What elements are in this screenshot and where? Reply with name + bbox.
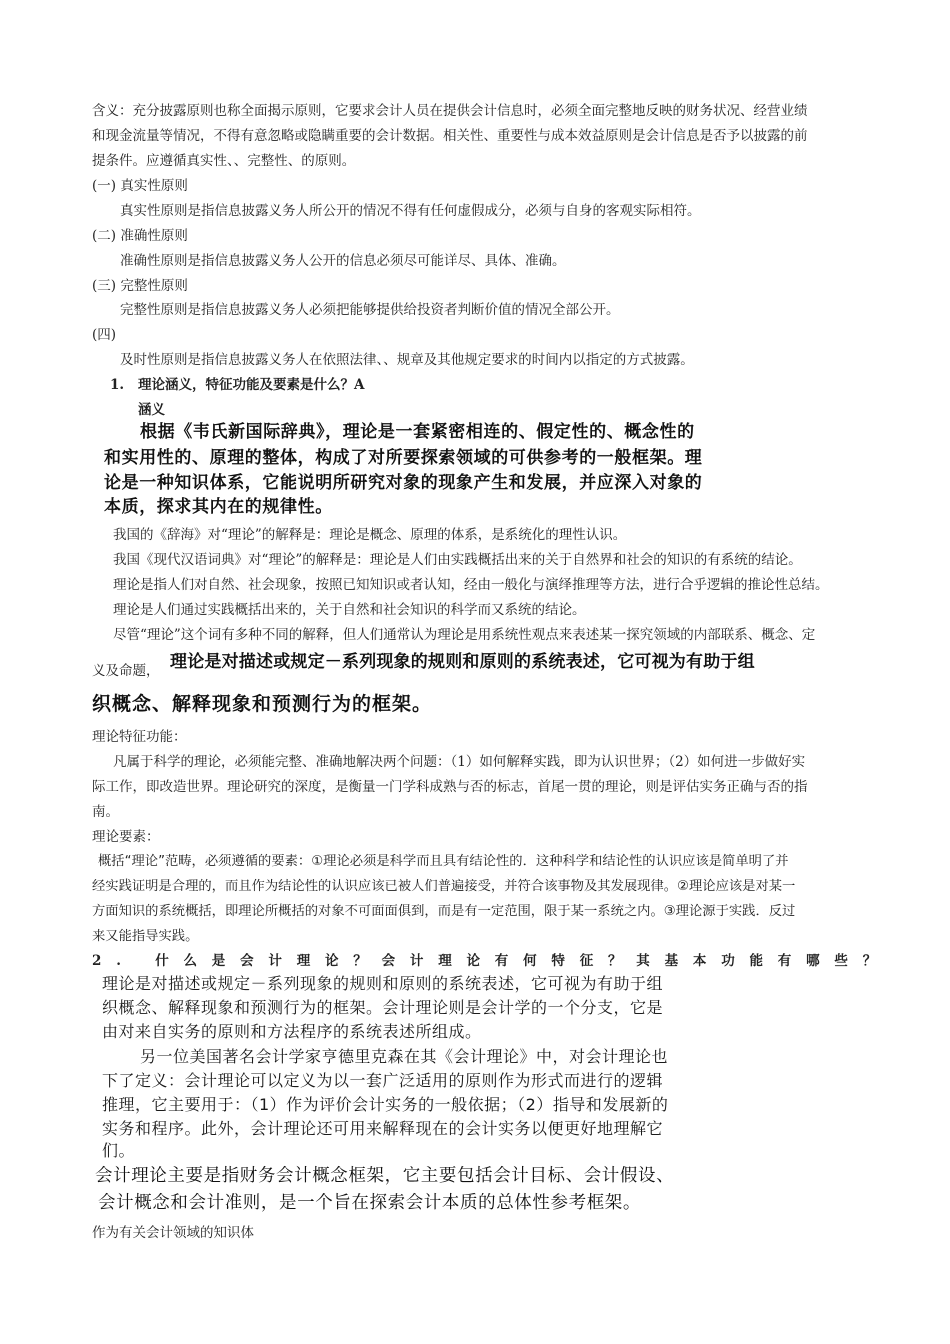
scanned-text-line: 论是一种知识体系，它能说明所研究对象的现象产生和发展，并应深入对象的 xyxy=(104,473,703,493)
principle-heading-4: (四) xyxy=(92,327,117,343)
definition-line: 尽管“理论”这个词有多种不同的解释，但人们通常认为理论是用系统性观点来表述某一探究领域的内部联系、概念、定 xyxy=(113,627,816,643)
definition-line: 我国《现代汉语词典》对“理论”的解释是：理论是人们由实践概括出来的关于自然界和社会的知识的有系统的结论。 xyxy=(113,552,802,568)
scanned-text-line: 会计理论主要是指财务会计概念框架，它主要包括会计目标、会计假设、 xyxy=(95,1166,675,1186)
element-line: 方面知识的系统概括，即理论所概括的对象不可面面俱到，而是有一定范围，限于某一系统之内。③理论源于实践．反过 xyxy=(92,904,796,919)
element-label: 理论要素： xyxy=(92,829,160,845)
scanned-text-line: 下了定义：会计理论可以定义为以一套广泛适用的原则作为形式而进行的逻辑 xyxy=(102,1071,664,1090)
scanned-text-line: 织概念、解释现象和预测行为的框架。 xyxy=(92,693,433,715)
definition-prefix: 义及命题， xyxy=(92,663,160,679)
feature-line: 凡属于科学的理论，必须能完整、准确地解决两个问题：（1）如何解释实践，即为认识世界；（2）如何进一步做好实 xyxy=(113,754,806,770)
principle-text-4: 及时性原则是指信息披露义务人在依照法律、、规章及其他规定要求的时间内以指定的方式披露。 xyxy=(120,352,694,368)
definition-line: 理论是指人们对自然、社会现象，按照已知知识或者认知，经由一般化与演绎推理等方法，进行合乎逻辑的推论性总结。 xyxy=(113,577,829,593)
definition-line: 我国的《辞海》对“理论”的解释是：理论是概念、原理的体系，是系统化的理性认识。 xyxy=(113,527,627,543)
feature-line: 际工作，即改造世界。理论研究的深度，是衡量一门学科成熟与否的标志，首尾一贯的理论，则是评估实务正确与否的指 xyxy=(92,779,808,795)
scanned-text-line: 和实用性的、原理的整体，构成了对所要探索领域的可供参考的一般框架。理 xyxy=(104,448,703,468)
scanned-text-line: 织概念、解释现象和预测行为的框架。会计理论则是会计学的一个分支，它是 xyxy=(102,998,664,1017)
scanned-text-line: 根据《韦氏新国际辞典》，理论是一套紧密相连的、假定性的、概念性的 xyxy=(140,422,695,442)
question-number: 1. xyxy=(110,377,125,393)
principle-text-2: 准确性原则是指信息披露义务人公开的信息必须尽可能详尽、具体、准确。 xyxy=(120,253,566,269)
meaning-label: 涵义 xyxy=(138,402,165,418)
scanned-text-line: 本质，探求其内在的规律性。 xyxy=(104,497,333,517)
feature-line: 南。 xyxy=(92,804,119,820)
scanned-text-line: 会计概念和会计准则，是一个旨在探索会计本质的总体性参考框架。 xyxy=(98,1193,641,1213)
feature-label: 理论特征功能： xyxy=(92,729,187,745)
intro-line: 提条件。应遵循真实性、、完整性、的原则。 xyxy=(92,153,356,169)
element-line: 概括“理论”范畴，必须遵循的要素：①理论必须是科学而且具有结论性的．这种科学和结论性的认识应该是简单明了并 xyxy=(98,854,789,869)
question-title: 理论涵义，特征功能及要素是什么？A xyxy=(138,377,365,393)
principle-text-3: 完整性原则是指信息披露义务人必须把能够提供给投资者判断价值的情况全部公开。 xyxy=(120,302,620,318)
element-line: 来又能指导实践。 xyxy=(92,929,199,944)
question-2-title: 2. 什么是会计理论？会计理论有何特征？其基本功能有哪些？ xyxy=(92,953,891,969)
scanned-text-line: 由对来自实务的原则和方法程序的系统表述所组成。 xyxy=(102,1022,482,1041)
principle-heading-1: (一) 真实性原则 xyxy=(92,178,188,194)
scanned-text-line: 实务和程序。此外，会计理论还可用来解释现在的会计实务以便更好地理解它 xyxy=(102,1119,664,1138)
intro-line: 和现金流量等情况，不得有意忽略或隐瞒重要的会计数据。相关性、重要性与成本效益原则是会计信息是否予以披露的前 xyxy=(92,128,808,144)
principle-heading-3: (三) 完整性原则 xyxy=(92,278,188,294)
scanned-text-line: 推理，它主要用于：（1）作为评价会计实务的一般依据；（2）指导和发展新的 xyxy=(102,1095,669,1114)
definition-line: 理论是人们通过实践概括出来的，关于自然和社会知识的科学而又系统的结论。 xyxy=(113,602,586,618)
scanned-text-line: 理论是对描述或规定－系列现象的规则和原则的系统表述，它可视为有助于组 xyxy=(102,974,664,993)
principle-heading-2: (二) 准确性原则 xyxy=(92,228,188,244)
intro-line: 含义：充分披露原则也称全面揭示原则，它要求会计人员在提供会计信息时，必须全面完整地反映的财务状况、经营业绩 xyxy=(92,103,808,119)
scanned-text-line: 们。 xyxy=(102,1141,136,1160)
footer-line: 作为有关会计领域的知识体 xyxy=(92,1225,254,1241)
scanned-text-line: 另一位美国著名会计学家亨德里克森在其《会计理论》中，对会计理论也 xyxy=(140,1047,669,1066)
element-line: 经实践证明是合理的，而且作为结论性的认识应该已被人们普遍接受，并符合该事物及其发展现律。②理论应该是对某一 xyxy=(92,879,796,894)
principle-text-1: 真实性原则是指信息披露义务人所公开的情况不得有任何虚假成分，必须与自身的客观实际相符。 xyxy=(120,203,701,219)
scanned-text-line: 理论是对描述或规定－系列现象的规则和原则的系统表述，它可视为有助于组 xyxy=(170,652,755,672)
